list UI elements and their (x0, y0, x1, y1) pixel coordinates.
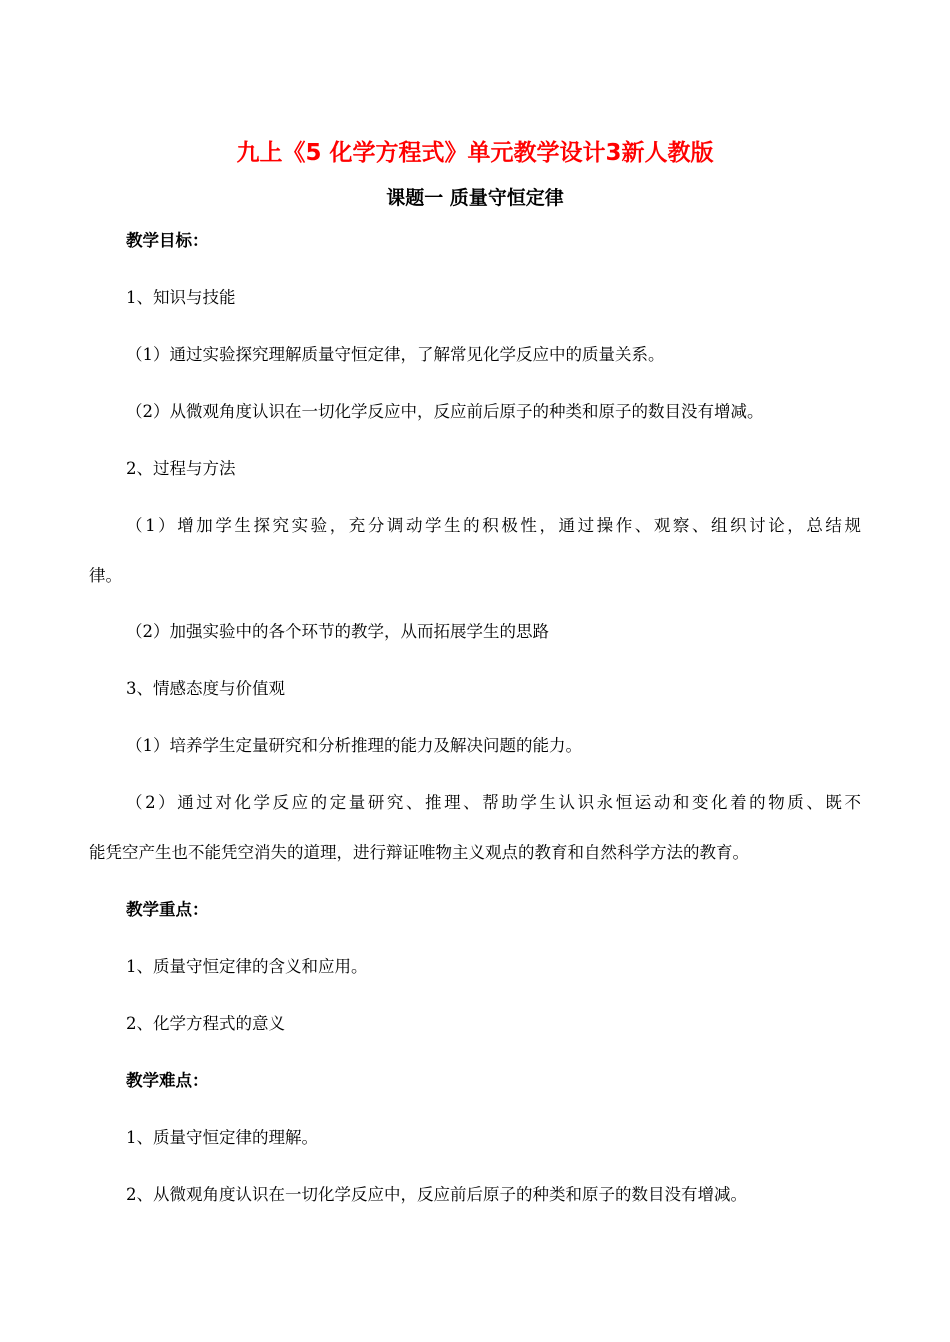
knowledge-skills-heading: 1、知识与技能 (126, 288, 236, 307)
difficulties-heading: 教学难点： (126, 1071, 209, 1090)
emotion-item-2-line-1: （2）通过对化学反应的定量研究、推理、帮助学生认识永恒运动和变化着的物质、既不 (126, 793, 861, 812)
objectives-heading: 教学目标： (126, 231, 209, 250)
emotion-values-heading: 3、情感态度与价值观 (126, 679, 285, 698)
process-item-2: （2）加强实验中的各个环节的教学，从而拓展学生的思路 (126, 622, 549, 641)
process-method-heading: 2、过程与方法 (126, 459, 236, 478)
key-point-item-1: 1、质量守恒定律的含义和应用。 (126, 957, 368, 976)
knowledge-item-1: （1）通过实验探究理解质量守恒定律，了解常见化学反应中的质量关系。 (126, 345, 665, 364)
knowledge-item-2: （2）从微观角度认识在一切化学反应中，反应前后原子的种类和原子的数目没有增减。 (126, 402, 764, 421)
document-subtitle: 课题一 质量守恒定律 (386, 187, 564, 209)
process-item-1-line-2: 律。 (89, 566, 122, 585)
key-point-item-2: 2、化学方程式的意义 (126, 1014, 285, 1033)
difficulty-item-2: 2、从微观角度认识在一切化学反应中，反应前后原子的种类和原子的数目没有增减。 (126, 1185, 747, 1204)
process-item-1-line-1: （1）增加学生探究实验，充分调动学生的积极性，通过操作、观察、组织讨论，总结规 (126, 516, 861, 535)
difficulty-item-1: 1、质量守恒定律的理解。 (126, 1128, 318, 1147)
emotion-item-1: （1）培养学生定量研究和分析推理的能力及解决问题的能力。 (126, 736, 582, 755)
key-points-heading: 教学重点： (126, 900, 209, 919)
document-title: 九上《5 化学方程式》单元教学设计3新人教版 (236, 140, 714, 166)
emotion-item-2-line-2: 能凭空产生也不能凭空消失的道理，进行辩证唯物主义观点的教育和自然科学方法的教育。 (89, 843, 749, 862)
